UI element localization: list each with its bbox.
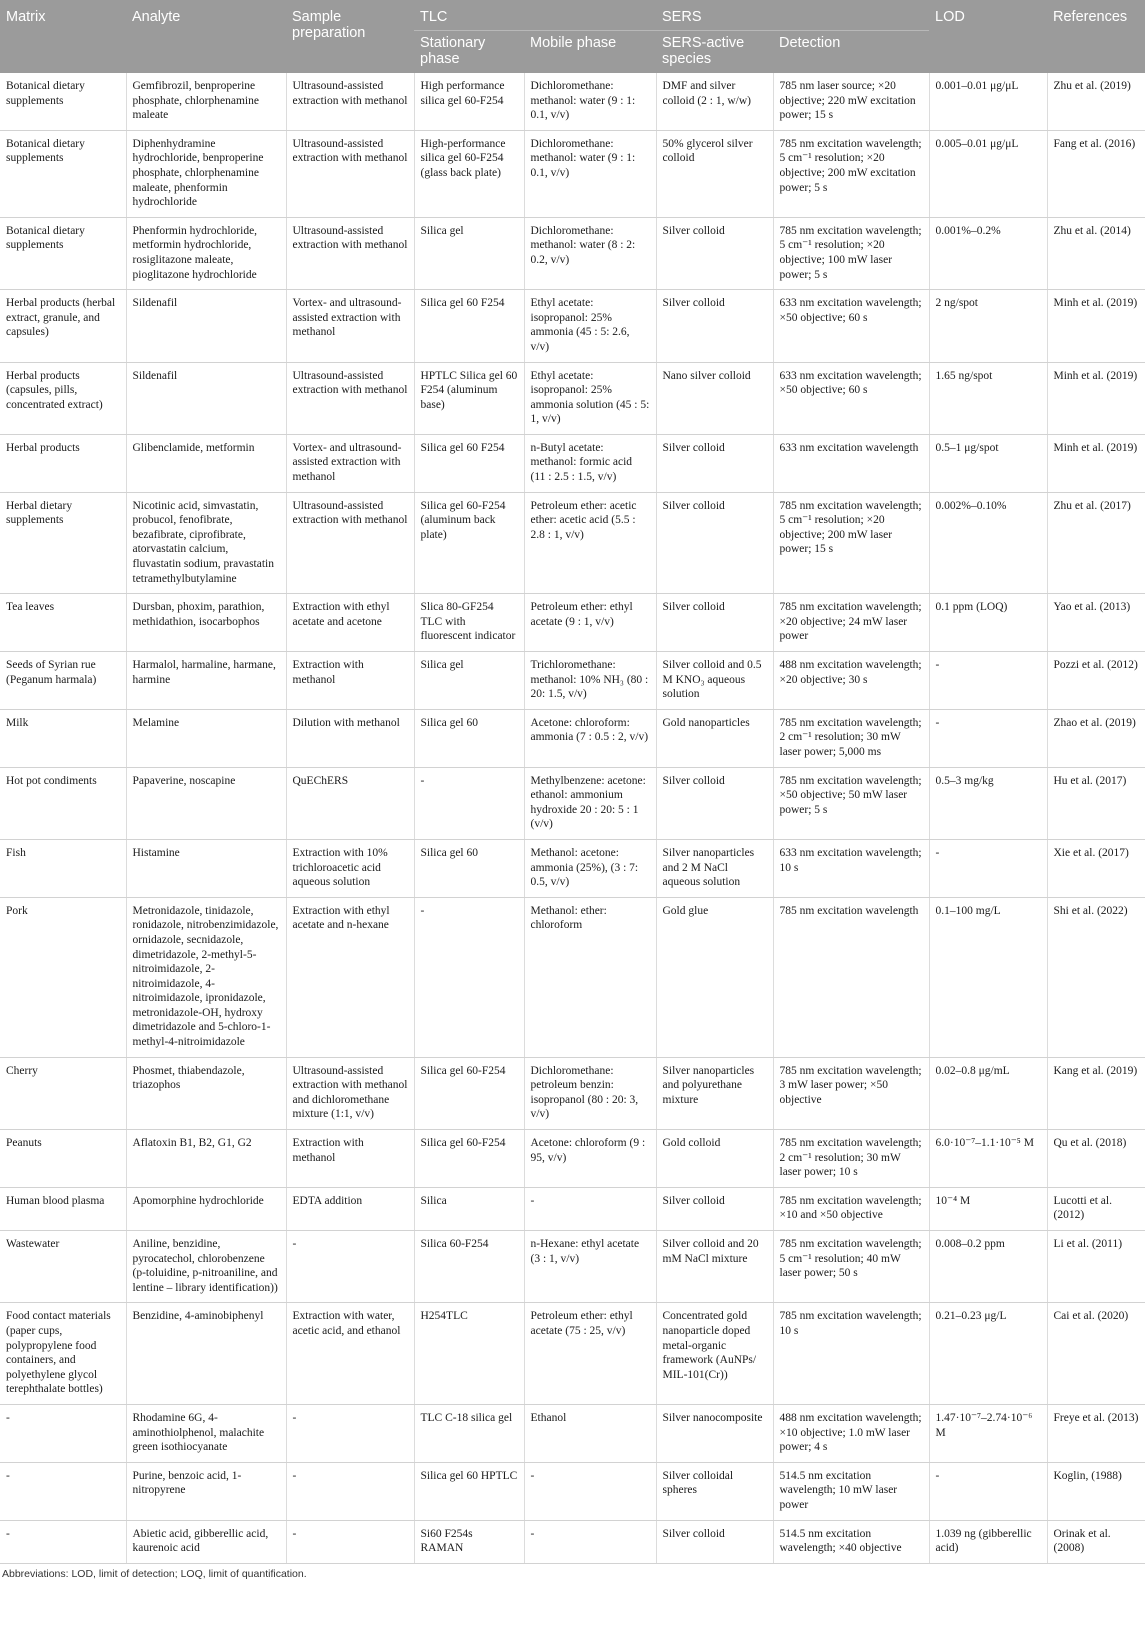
cell-sers-active-species: Gold glue bbox=[656, 897, 773, 1057]
cell-mobile-phase: n-Butyl acetate: methanol: formic acid (11 : 2.5 : 1.5, v/v) bbox=[524, 434, 656, 492]
cell-lod: 0.21–0.23 μg/L bbox=[929, 1303, 1047, 1405]
cell-matrix: Cherry bbox=[0, 1057, 126, 1129]
cell-matrix: Food contact materials (paper cups, polypropylene food containers, and polyethylene glycol terephthalate bottles) bbox=[0, 1303, 126, 1405]
cell-lod: 0.001–0.01 μg/μL bbox=[929, 73, 1047, 130]
cell-analyte: Glibenclamide, metformin bbox=[126, 434, 286, 492]
cell-sample-preparation: Vortex- and ultrasound-assisted extraction with methanol bbox=[286, 290, 414, 362]
table-row bbox=[0, 1303, 1145, 1405]
cell-reference: Xie et al. (2017) bbox=[1047, 839, 1145, 897]
header-lod: LOD bbox=[929, 0, 1047, 73]
cell-detection: 785 nm excitation wavelength; ×20 objective; 24 mW laser power bbox=[773, 594, 929, 652]
cell-matrix: - bbox=[0, 1462, 126, 1520]
cell-mobile-phase: - bbox=[524, 1187, 656, 1230]
cell-mobile-phase: Ethyl acetate: isopropanol: 25% ammonia solution (45 : 5: 1, v/v) bbox=[524, 362, 656, 434]
cell-sers-active-species: Silver colloid bbox=[656, 1520, 773, 1563]
cell-analyte: Benzidine, 4-aminobiphenyl bbox=[126, 1303, 286, 1405]
cell-matrix: Tea leaves bbox=[0, 594, 126, 652]
table-row bbox=[0, 130, 1145, 217]
cell-matrix: Botanical dietary supplements bbox=[0, 73, 126, 130]
cell-detection: 785 nm excitation wavelength; 5 cm⁻¹ resolution; ×20 objective; 200 mW laser power; 15 s bbox=[773, 492, 929, 594]
cell-lod: 0.001%–0.2% bbox=[929, 217, 1047, 289]
cell-stationary-phase: Silica 60-F254 bbox=[414, 1231, 524, 1303]
cell-matrix: Herbal products (capsules, pills, concentrated extract) bbox=[0, 362, 126, 434]
cell-analyte: Harmalol, harmaline, harmane, harmine bbox=[126, 652, 286, 710]
cell-stationary-phase: Si60 F254s RAMAN bbox=[414, 1520, 524, 1563]
header-matrix: Matrix bbox=[0, 0, 126, 73]
table-row bbox=[0, 290, 1145, 362]
cell-lod: 1.47·10⁻⁷–2.74·10⁻⁶ M bbox=[929, 1404, 1047, 1462]
cell-analyte: Sildenafil bbox=[126, 362, 286, 434]
cell-analyte: Histamine bbox=[126, 839, 286, 897]
cell-reference: Orinak et al. (2008) bbox=[1047, 1520, 1145, 1563]
cell-reference: Li et al. (2011) bbox=[1047, 1231, 1145, 1303]
cell-analyte: Aflatoxin B1, B2, G1, G2 bbox=[126, 1130, 286, 1188]
cell-lod: 0.1 ppm (LOQ) bbox=[929, 594, 1047, 652]
cell-stationary-phase: Silica gel 60-F254 (aluminum back plate) bbox=[414, 492, 524, 594]
table-row bbox=[0, 434, 1145, 492]
cell-stationary-phase: High-performance silica gel 60-F254 (glass back plate) bbox=[414, 130, 524, 217]
cell-sers-active-species: Silver nanocomposite bbox=[656, 1404, 773, 1462]
cell-reference: Freye et al. (2013) bbox=[1047, 1404, 1145, 1462]
cell-detection: 785 nm excitation wavelength; 5 cm⁻¹ resolution; 40 mW laser power; 50 s bbox=[773, 1231, 929, 1303]
cell-detection: 785 nm excitation wavelength; 2 cm⁻¹ resolution; 30 mW laser power; 5,000 ms bbox=[773, 709, 929, 767]
cell-detection: 785 nm laser source; ×20 objective; 220 mW excitation power; 15 s bbox=[773, 73, 929, 130]
cell-detection: 785 nm excitation wavelength; 5 cm⁻¹ resolution; ×20 objective; 100 mW laser power; 5 s bbox=[773, 217, 929, 289]
cell-sers-active-species: 50% glycerol silver colloid bbox=[656, 130, 773, 217]
cell-sample-preparation: Vortex- and ultrasound-assisted extraction with methanol bbox=[286, 434, 414, 492]
cell-reference: Zhu et al. (2017) bbox=[1047, 492, 1145, 594]
cell-sample-preparation: Extraction with ethyl acetate and n-hexane bbox=[286, 897, 414, 1057]
cell-analyte: Rhodamine 6G, 4-aminothiolphenol, malachite green isothiocyanate bbox=[126, 1404, 286, 1462]
cell-mobile-phase: Dichloromethane: petroleum benzin: isopropanol (80 : 20: 3, v/v) bbox=[524, 1057, 656, 1129]
cell-sers-active-species: Gold nanoparticles bbox=[656, 709, 773, 767]
cell-analyte: Melamine bbox=[126, 709, 286, 767]
header-sers: SERS bbox=[656, 0, 929, 31]
cell-analyte: Aniline, benzidine, pyrocatechol, chlorobenzene (p-toluidine, p-nitroaniline, and lentine – library identification)) bbox=[126, 1231, 286, 1303]
cell-sample-preparation: - bbox=[286, 1404, 414, 1462]
table-row bbox=[0, 1057, 1145, 1129]
cell-mobile-phase: - bbox=[524, 1520, 656, 1563]
cell-stationary-phase: Slica 80-GF254 TLC with fluorescent indicator bbox=[414, 594, 524, 652]
cell-matrix: Hot pot condiments bbox=[0, 767, 126, 839]
cell-mobile-phase: Petroleum ether: ethyl acetate (9 : 1, v/v) bbox=[524, 594, 656, 652]
cell-sers-active-species: Silver colloid and 0.5 M KNO₃ aqueous solution bbox=[656, 652, 773, 710]
cell-lod: 0.02–0.8 μg/mL bbox=[929, 1057, 1047, 1129]
cell-reference: Pozzi et al. (2012) bbox=[1047, 652, 1145, 710]
cell-analyte: Purine, benzoic acid, 1-nitropyrene bbox=[126, 1462, 286, 1520]
cell-stationary-phase: Silica gel 60-F254 bbox=[414, 1057, 524, 1129]
cell-lod: - bbox=[929, 709, 1047, 767]
cell-stationary-phase: Silica gel bbox=[414, 217, 524, 289]
cell-sample-preparation: Ultrasound-assisted extraction with methanol bbox=[286, 217, 414, 289]
cell-mobile-phase: Methanol: acetone: ammonia (25%), (3 : 7: 0.5, v/v) bbox=[524, 839, 656, 897]
cell-lod: 1.039 ng (gibberellic acid) bbox=[929, 1520, 1047, 1563]
table-row bbox=[0, 594, 1145, 652]
table-row bbox=[0, 709, 1145, 767]
cell-sers-active-species: Nano silver colloid bbox=[656, 362, 773, 434]
cell-matrix: Human blood plasma bbox=[0, 1187, 126, 1230]
table-row bbox=[0, 652, 1145, 710]
cell-matrix: Fish bbox=[0, 839, 126, 897]
cell-detection: 785 nm excitation wavelength; ×10 and ×50 objective bbox=[773, 1187, 929, 1230]
cell-mobile-phase: Ethyl acetate: isopropanol: 25% ammonia (45 : 5: 2.6, v/v) bbox=[524, 290, 656, 362]
table-row bbox=[0, 767, 1145, 839]
cell-detection: 785 nm excitation wavelength; 10 s bbox=[773, 1303, 929, 1405]
table-header bbox=[0, 0, 1145, 73]
cell-reference: Zhu et al. (2019) bbox=[1047, 73, 1145, 130]
cell-stationary-phase: Silica gel 60 F254 bbox=[414, 290, 524, 362]
header-sample-preparation: Sample preparation bbox=[286, 0, 414, 73]
cell-sers-active-species: Silver colloid bbox=[656, 217, 773, 289]
header-mobile-phase: Mobile phase bbox=[524, 31, 656, 74]
cell-lod: 0.1–100 mg/L bbox=[929, 897, 1047, 1057]
cell-sample-preparation: Extraction with water, acetic acid, and ethanol bbox=[286, 1303, 414, 1405]
cell-detection: 785 nm excitation wavelength; 3 mW laser power; ×50 objective bbox=[773, 1057, 929, 1129]
header-sers-active-species: SERS-active species bbox=[656, 31, 773, 74]
cell-reference: Yao et al. (2013) bbox=[1047, 594, 1145, 652]
cell-matrix: Botanical dietary supplements bbox=[0, 217, 126, 289]
cell-sample-preparation: - bbox=[286, 1462, 414, 1520]
table-row bbox=[0, 73, 1145, 130]
table-row bbox=[0, 1404, 1145, 1462]
cell-analyte: Sildenafil bbox=[126, 290, 286, 362]
cell-mobile-phase: Ethanol bbox=[524, 1404, 656, 1462]
cell-detection: 488 nm excitation wavelength; ×20 objective; 30 s bbox=[773, 652, 929, 710]
table-footnote: Abbreviations: LOD, limit of detection; LOQ, limit of quantification. bbox=[2, 1567, 307, 1580]
cell-sers-active-species: Silver colloid bbox=[656, 492, 773, 594]
cell-stationary-phase: - bbox=[414, 767, 524, 839]
cell-lod: - bbox=[929, 1462, 1047, 1520]
cell-detection: 514.5 nm excitation wavelength; ×40 objective bbox=[773, 1520, 929, 1563]
cell-analyte: Dursban, phoxim, parathion, methidathion, isocarbophos bbox=[126, 594, 286, 652]
cell-reference: Hu et al. (2017) bbox=[1047, 767, 1145, 839]
cell-analyte: Nicotinic acid, simvastatin, probucol, fenofibrate, bezafibrate, ciprofibrate, atorvastatin calcium, fluvastatin sodium, pravastatin tetramethylbutylamine bbox=[126, 492, 286, 594]
header-analyte: Analyte bbox=[126, 0, 286, 73]
cell-matrix: Botanical dietary supplements bbox=[0, 130, 126, 217]
cell-reference: Koglin, (1988) bbox=[1047, 1462, 1145, 1520]
cell-sample-preparation: Dilution with methanol bbox=[286, 709, 414, 767]
cell-detection: 785 nm excitation wavelength; 5 cm⁻¹ resolution; ×20 objective; 200 mW excitation power; 5 s bbox=[773, 130, 929, 217]
cell-sample-preparation: Ultrasound-assisted extraction with methanol bbox=[286, 130, 414, 217]
cell-reference: Qu et al. (2018) bbox=[1047, 1130, 1145, 1188]
cell-mobile-phase: Petroleum ether: acetic ether: acetic acid (5.5 : 2.8 : 1, v/v) bbox=[524, 492, 656, 594]
cell-detection: 633 nm excitation wavelength bbox=[773, 434, 929, 492]
table-row bbox=[0, 362, 1145, 434]
cell-sample-preparation: Ultrasound-assisted extraction with methanol bbox=[286, 73, 414, 130]
cell-sample-preparation: EDTA addition bbox=[286, 1187, 414, 1230]
cell-reference: Zhu et al. (2014) bbox=[1047, 217, 1145, 289]
cell-sample-preparation: Extraction with methanol bbox=[286, 652, 414, 710]
cell-matrix: - bbox=[0, 1520, 126, 1563]
cell-sample-preparation: Extraction with 10% trichloroacetic acid aqueous solution bbox=[286, 839, 414, 897]
cell-analyte: Metronidazole, tinidazole, ronidazole, nitrobenzimidazole, ornidazole, secnidazole, dimetridazole, 2-methyl-5-nitroimidazole, 2-nitroimidazole, 4-nitroimidazole, ipronidazole, metronidazole-OH, hydroxy dimetridazole and 5-chloro-1-methyl-4-nitroimidazole bbox=[126, 897, 286, 1057]
cell-sers-active-species: Silver colloid bbox=[656, 767, 773, 839]
cell-sers-active-species: Silver colloid and 20 mM NaCl mixture bbox=[656, 1231, 773, 1303]
cell-sers-active-species: Concentrated gold nanoparticle doped metal-organic framework (AuNPs/ MIL-101(Cr)) bbox=[656, 1303, 773, 1405]
cell-analyte: Gemfibrozil, benproperine phosphate, chlorphenamine maleate bbox=[126, 73, 286, 130]
cell-analyte: Phenformin hydrochloride, metformin hydrochloride, rosiglitazone maleate, pioglitazone hydrochloride bbox=[126, 217, 286, 289]
cell-mobile-phase: Acetone: chloroform (9 : 95, v/v) bbox=[524, 1130, 656, 1188]
header-detection: Detection bbox=[773, 31, 929, 74]
cell-sample-preparation: Extraction with ethyl acetate and acetone bbox=[286, 594, 414, 652]
cell-sample-preparation: Ultrasound-assisted extraction with methanol and dichloromethane mixture (1:1, v/v) bbox=[286, 1057, 414, 1129]
cell-sample-preparation: QuEChERS bbox=[286, 767, 414, 839]
cell-mobile-phase: - bbox=[524, 1462, 656, 1520]
cell-mobile-phase: Acetone: chloroform: ammonia (7 : 0.5 : 2, v/v) bbox=[524, 709, 656, 767]
cell-detection: 633 nm excitation wavelength; 10 s bbox=[773, 839, 929, 897]
cell-sample-preparation: - bbox=[286, 1520, 414, 1563]
cell-sers-active-species: Silver colloid bbox=[656, 290, 773, 362]
table-row bbox=[0, 492, 1145, 594]
table-row bbox=[0, 1520, 1145, 1563]
cell-lod: 0.5–3 mg/kg bbox=[929, 767, 1047, 839]
cell-sers-active-species: Silver nanoparticles and 2 M NaCl aqueous solution bbox=[656, 839, 773, 897]
cell-reference: Minh et al. (2019) bbox=[1047, 362, 1145, 434]
cell-sample-preparation: - bbox=[286, 1231, 414, 1303]
cell-sample-preparation: Extraction with methanol bbox=[286, 1130, 414, 1188]
cell-sers-active-species: Silver colloid bbox=[656, 1187, 773, 1230]
cell-matrix: Seeds of Syrian rue (Peganum harmala) bbox=[0, 652, 126, 710]
cell-stationary-phase: TLC C-18 silica gel bbox=[414, 1404, 524, 1462]
cell-stationary-phase: - bbox=[414, 897, 524, 1057]
cell-detection: 785 nm excitation wavelength; ×50 objective; 50 mW laser power; 5 s bbox=[773, 767, 929, 839]
cell-lod: 10⁻⁴ M bbox=[929, 1187, 1047, 1230]
header-tlc: TLC bbox=[414, 0, 656, 31]
cell-stationary-phase: Silica gel 60-F254 bbox=[414, 1130, 524, 1188]
header-references: References bbox=[1047, 0, 1145, 73]
cell-lod: 0.005–0.01 μg/μL bbox=[929, 130, 1047, 217]
cell-analyte: Apomorphine hydrochloride bbox=[126, 1187, 286, 1230]
cell-stationary-phase: High performance silica gel 60-F254 bbox=[414, 73, 524, 130]
cell-matrix: Herbal products (herbal extract, granule, and capsules) bbox=[0, 290, 126, 362]
cell-mobile-phase: Methylbenzene: acetone: ethanol: ammonium hydroxide 20 : 20: 5 : 1 (v/v) bbox=[524, 767, 656, 839]
cell-reference: Kang et al. (2019) bbox=[1047, 1057, 1145, 1129]
cell-lod: 0.008–0.2 ppm bbox=[929, 1231, 1047, 1303]
table-row bbox=[0, 1130, 1145, 1188]
cell-detection: 785 nm excitation wavelength; 2 cm⁻¹ resolution; 30 mW laser power; 10 s bbox=[773, 1130, 929, 1188]
cell-analyte: Papaverine, noscapine bbox=[126, 767, 286, 839]
cell-mobile-phase: Dichloromethane: methanol: water (9 : 1: 0.1, v/v) bbox=[524, 73, 656, 130]
cell-detection: 514.5 nm excitation wavelength; 10 mW laser power bbox=[773, 1462, 929, 1520]
table-row bbox=[0, 839, 1145, 897]
cell-reference: Shi et al. (2022) bbox=[1047, 897, 1145, 1057]
cell-mobile-phase: n-Hexane: ethyl acetate (3 : 1, v/v) bbox=[524, 1231, 656, 1303]
cell-analyte: Abietic acid, gibberellic acid, kaurenoic acid bbox=[126, 1520, 286, 1563]
cell-lod: - bbox=[929, 652, 1047, 710]
cell-mobile-phase: Dichloromethane: methanol: water (8 : 2: 0.2, v/v) bbox=[524, 217, 656, 289]
cell-sample-preparation: Ultrasound-assisted extraction with methanol bbox=[286, 362, 414, 434]
cell-sers-active-species: DMF and silver colloid (2 : 1, w/w) bbox=[656, 73, 773, 130]
cell-lod: 6.0·10⁻⁷–1.1·10⁻⁵ M bbox=[929, 1130, 1047, 1188]
cell-reference: Cai et al. (2020) bbox=[1047, 1303, 1145, 1405]
cell-mobile-phase: Dichloromethane: methanol: water (9 : 1: 0.1, v/v) bbox=[524, 130, 656, 217]
cell-lod: - bbox=[929, 839, 1047, 897]
cell-analyte: Diphenhydramine hydrochloride, benproperine phosphate, chlorphenamine maleate, phenformin hydrochloride bbox=[126, 130, 286, 217]
table-body bbox=[0, 73, 1145, 1563]
cell-reference: Minh et al. (2019) bbox=[1047, 434, 1145, 492]
cell-stationary-phase: H254TLC bbox=[414, 1303, 524, 1405]
cell-sers-active-species: Silver colloidal spheres bbox=[656, 1462, 773, 1520]
cell-lod: 0.002%–0.10% bbox=[929, 492, 1047, 594]
table-row bbox=[0, 217, 1145, 289]
cell-matrix: Pork bbox=[0, 897, 126, 1057]
cell-stationary-phase: Silica bbox=[414, 1187, 524, 1230]
cell-mobile-phase: Trichloromethane: methanol: 10% NH₃ (80 : 20: 1.5, v/v) bbox=[524, 652, 656, 710]
cell-detection: 633 nm excitation wavelength; ×50 objective; 60 s bbox=[773, 362, 929, 434]
cell-detection: 488 nm excitation wavelength; ×10 objective; 1.0 mW laser power; 4 s bbox=[773, 1404, 929, 1462]
cell-detection: 785 nm excitation wavelength bbox=[773, 897, 929, 1057]
cell-sers-active-species: Silver colloid bbox=[656, 594, 773, 652]
cell-reference: Fang et al. (2016) bbox=[1047, 130, 1145, 217]
cell-stationary-phase: Silica gel 60 F254 bbox=[414, 434, 524, 492]
cell-detection: 633 nm excitation wavelength; ×50 objective; 60 s bbox=[773, 290, 929, 362]
cell-reference: Minh et al. (2019) bbox=[1047, 290, 1145, 362]
cell-matrix: Milk bbox=[0, 709, 126, 767]
cell-matrix: Wastewater bbox=[0, 1231, 126, 1303]
cell-reference: Lucotti et al. (2012) bbox=[1047, 1187, 1145, 1230]
cell-stationary-phase: Silica gel 60 HPTLC bbox=[414, 1462, 524, 1520]
cell-sers-active-species: Silver colloid bbox=[656, 434, 773, 492]
cell-matrix: - bbox=[0, 1404, 126, 1462]
cell-mobile-phase: Methanol: ether: chloroform bbox=[524, 897, 656, 1057]
table-row bbox=[0, 1462, 1145, 1520]
cell-reference: Zhao et al. (2019) bbox=[1047, 709, 1145, 767]
cell-matrix: Herbal products bbox=[0, 434, 126, 492]
cell-lod: 2 ng/spot bbox=[929, 290, 1047, 362]
table-row bbox=[0, 897, 1145, 1057]
header-stationary-phase: Stationary phase bbox=[414, 31, 524, 74]
cell-stationary-phase: Silica gel 60 bbox=[414, 709, 524, 767]
cell-stationary-phase: HPTLC Silica gel 60 F254 (aluminum base) bbox=[414, 362, 524, 434]
cell-matrix: Herbal dietary supplements bbox=[0, 492, 126, 594]
cell-lod: 0.5–1 μg/spot bbox=[929, 434, 1047, 492]
cell-sers-active-species: Silver nanoparticles and polyurethane mixture bbox=[656, 1057, 773, 1129]
cell-stationary-phase: Silica gel bbox=[414, 652, 524, 710]
cell-matrix: Peanuts bbox=[0, 1130, 126, 1188]
cell-lod: 1.65 ng/spot bbox=[929, 362, 1047, 434]
cell-sample-preparation: Ultrasound-assisted extraction with methanol bbox=[286, 492, 414, 594]
table-row bbox=[0, 1231, 1145, 1303]
cell-analyte: Phosmet, thiabendazole, triazophos bbox=[126, 1057, 286, 1129]
cell-stationary-phase: Silica gel 60 bbox=[414, 839, 524, 897]
cell-sers-active-species: Gold colloid bbox=[656, 1130, 773, 1188]
table-row bbox=[0, 1187, 1145, 1230]
cell-mobile-phase: Petroleum ether: ethyl acetate (75 : 25, v/v) bbox=[524, 1303, 656, 1405]
